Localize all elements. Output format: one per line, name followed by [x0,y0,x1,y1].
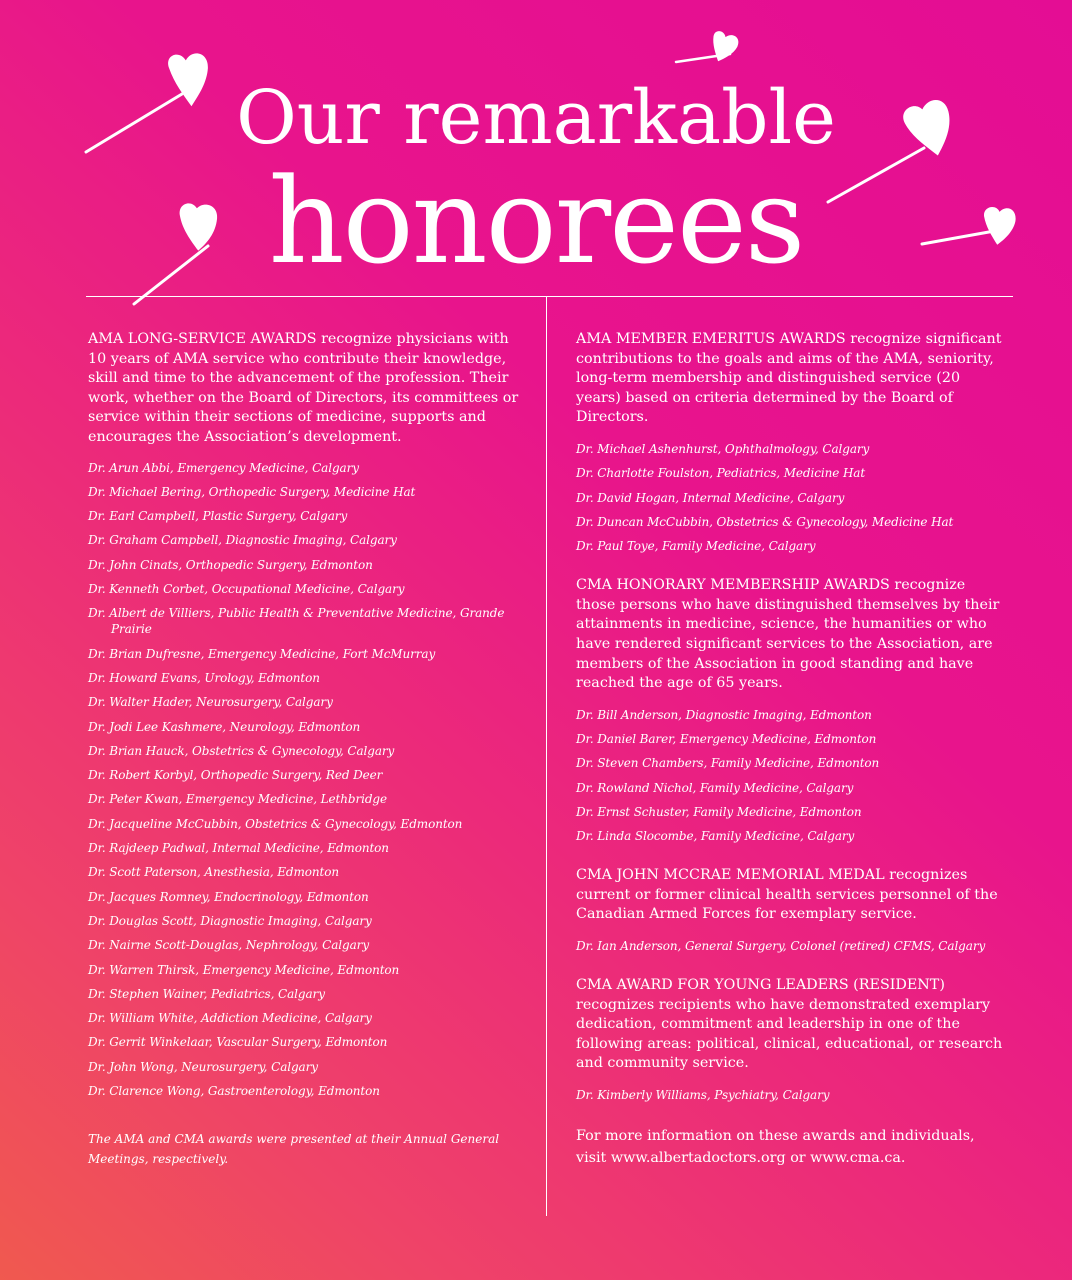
honoree-item: Dr. David Hogan, Internal Medicine, Calgary [576,490,845,505]
honoree-item: Dr. Nairne Scott-Douglas, Nephrology, Calgary [88,938,369,953]
horizontal-divider [86,296,1013,297]
honoree-item: Dr. Ian Anderson, General Surgery, Colonel (retired) CFMS, Calgary [576,938,986,953]
honoree-item: Dr. Ernst Schuster, Family Medicine, Edmonton [576,804,862,819]
honoree-item: Dr. Howard Evans, Urology, Edmonton [88,670,320,685]
honoree-item: Dr. Jodi Lee Kashmere, Neurology, Edmonton [88,719,361,734]
honoree-item: Dr. Gerrit Winkelaar, Vascular Surgery, Edmonton [88,1035,388,1050]
section-intro: CMA JOHN MCCRAE MEMORIAL MEDAL recognizes current or former clinical health services personnel of the Canadian Armed Forces for exemplary service. [576,867,998,923]
honoree-item: Dr. Linda Slocombe, Family Medicine, Calgary [576,829,855,844]
honoree-item: Dr. Brian Dufresne, Emergency Medicine, Fort McMurray [88,646,436,661]
cma-mccrae-medal-section [576,866,1008,954]
honoree-item: Dr. Daniel Barer, Emergency Medicine, Edmonton [576,732,877,747]
ama-long-service-list [88,460,520,1099]
honoree-item: Dr. Rowland Nichol, Family Medicine, Calgary [576,780,854,795]
page-title-line1: Our remarkable [236,75,836,161]
awards-footnote: The AMA and CMA awards were presented at their Annual General Meetings, respectively. [88,1131,500,1166]
honoree-item: Dr. John Wong, Neurosurgery, Calgary [88,1059,318,1074]
honoree-item: Dr. Graham Campbell, Diagnostic Imaging, Calgary [88,533,397,548]
honoree-item: Dr. William White, Addiction Medicine, Calgary [88,1011,372,1026]
honoree-item: Dr. Walter Hader, Neurosurgery, Calgary [88,695,333,710]
more-info-text: For more information on these awards and individuals, visit www.albertadoctors.org or www.cma.ca. [576,1127,975,1166]
honoree-item: Dr. Bill Anderson, Diagnostic Imaging, Edmonton [576,707,872,722]
honoree-item: Dr. Jacques Romney, Endocrinology, Edmonton [88,889,369,904]
honoree-item: Dr. Paul Toye, Family Medicine, Calgary [576,539,816,554]
ama-member-emeritus-section [576,330,1008,554]
page-title-line2: honorees [268,152,804,290]
vertical-divider [546,296,547,1216]
honoree-item: Dr. Steven Chambers, Family Medicine, Edmonton [576,756,880,771]
cma-honorary-membership-section [576,576,1008,844]
honoree-item: Dr. Scott Paterson, Anesthesia, Edmonton [88,865,340,880]
honoree-list [576,707,1008,844]
left-column [88,330,520,1181]
honoree-list [576,441,1008,554]
honoree-item: Dr. Robert Korbyl, Orthopedic Surgery, Red Deer [88,768,383,783]
honoree-item: Dr. Warren Thirsk, Emergency Medicine, Edmonton [88,962,400,977]
section-intro: CMA HONORARY MEMBERSHIP AWARDS recognize those persons who have distinguished themselves by their attainments in medicine, science, the humanities or who have rendered significant services to the Association, are members of the Association in good standing and have reached the age of 65 years. [576,577,1000,692]
honoree-item: Dr. Albert de Villiers, Public Health & Preventative Medicine, Grande Prairie [88,606,505,637]
honoree-item: Dr. Douglas Scott, Diagnostic Imaging, Calgary [88,913,372,928]
honoree-item: Dr. Rajdeep Padwal, Internal Medicine, Edmonton [88,841,389,856]
honoree-item: Dr. Jacqueline McCubbin, Obstetrics & Gynecology, Edmonton [88,816,463,831]
honoree-item: Dr. Brian Hauck, Obstetrics & Gynecology, Calgary [88,743,395,758]
honoree-list [576,938,1008,954]
honoree-item: Dr. Duncan McCubbin, Obstetrics & Gynecology, Medicine Hat [576,514,954,529]
section-intro: CMA AWARD FOR YOUNG LEADERS (RESIDENT) recognizes recipients who have demonstrated exemplary dedication, commitment and leadership in one of the following areas: political, clinical, educational, or research and community service. [576,976,1003,1072]
honoree-item: Dr. Charlotte Foulston, Pediatrics, Medicine Hat [576,466,866,481]
honoree-item: Dr. Kenneth Corbet, Occupational Medicine, Calgary [88,582,405,597]
cma-young-leaders-section [576,976,1008,1103]
honoree-item: Dr. Arun Abbi, Emergency Medicine, Calgary [88,460,359,475]
honoree-item: Dr. Peter Kwan, Emergency Medicine, Lethbridge [88,792,387,807]
ama-long-service-intro: AMA LONG-SERVICE AWARDS recognize physicians with 10 years of AMA service who contribute their knowledge, skill and time to the advancement of the profession. Their work, whether on the Board of Directors, its committees or service within their sections of medicine, supports and encourages the Association’s development. [88,331,519,445]
honoree-item: Dr. John Cinats, Orthopedic Surgery, Edmonton [88,557,373,572]
section-intro: AMA MEMBER EMERITUS AWARDS recognize significant contributions to the goals and aims of the AMA, seniority, long-term membership and distinguished service (20 years) based on criteria determined by the Board of Directors. [576,331,1002,426]
honoree-item: Dr. Michael Bering, Orthopedic Surgery, Medicine Hat [88,484,416,499]
honoree-list [576,1087,1008,1103]
honoree-item: Dr. Earl Campbell, Plastic Surgery, Calgary [88,509,348,524]
honoree-item: Dr. Michael Ashenhurst, Ophthalmology, Calgary [576,441,870,456]
honoree-item: Dr. Clarence Wong, Gastroenterology, Edmonton [88,1083,380,1098]
honoree-item: Dr. Kimberly Williams, Psychiatry, Calgary [576,1087,830,1102]
honoree-item: Dr. Stephen Wainer, Pediatrics, Calgary [88,986,325,1001]
right-column [576,330,1008,1183]
